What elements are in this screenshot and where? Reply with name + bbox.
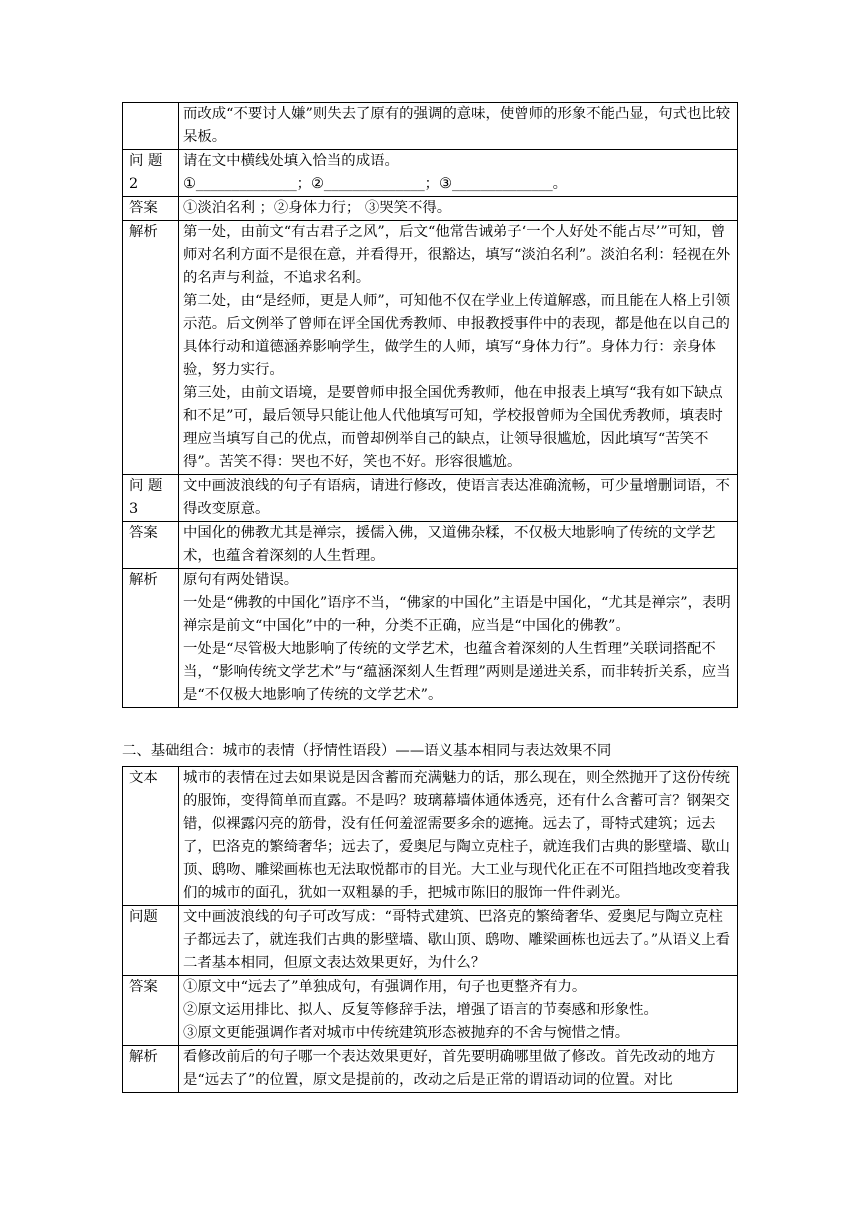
row-label: 答案	[123, 522, 179, 569]
content-paragraph: 一处是“尽管极大地影响了传统的文学艺术，也蕴含着深刻的人生哲理”关联词搭配不当，“影响传统文学艺术”与“蕴涵深刻人生哲理”两则是递进关系，而非转折关系，应当是“不仅极大地影响了传统的文学艺术”。	[183, 641, 731, 703]
content-paragraph: ③原文更能强调作者对城市中传统建筑形态被抛弃的不舍与惋惜之情。	[183, 1025, 630, 1041]
content-paragraph: 中国化的佛教尤其是禅宗，援儒入佛，又道佛杂糅，不仅极大地影响了传统的文学艺术，也蕴含着深刻的人生哲理。	[183, 525, 716, 564]
row-content	[179, 150, 738, 197]
table-row	[123, 1046, 738, 1093]
row-label: 解析	[123, 1046, 179, 1093]
table-row	[123, 569, 738, 708]
row-label: 文本	[123, 767, 179, 906]
content-paragraph: 第二处，由“是经师，更是人师”，可知他不仅在学业上传道解惑，而且能在人格上引领示范。后文例举了曾师在评全国优秀教师、申报教授事件中的表现，都是他在以自己的具体行动和道德涵养影响学生，做学生的人师，填写“身体力行”。身体力行：亲身体验，努力实行。	[183, 293, 731, 378]
row-label: 问 题 2	[123, 150, 179, 197]
row-content	[179, 522, 738, 569]
row-content	[179, 197, 738, 221]
table-row	[123, 906, 738, 976]
content-paragraph: ②原文运用排比、拟人、反复等修辞手法，增强了语言的节奏感和形象性。	[183, 1002, 658, 1018]
table-row	[123, 221, 738, 475]
content-paragraph: 第一处，由前文“有古君子之风”，后文“他常告诫弟子‘一个人好处不能占尽’”可知，曾师对名利方面不是很在意，并看得开，很豁达，填写“淡泊名利”。淡泊名利：轻视在外的名声与利益，不追求名利。	[183, 224, 731, 286]
content-paragraph: 一处是“佛教的中国化”语序不当，“佛家的中国化”主语是中国化，“尤其是禅宗”，表明禅宗是前文“中国化”中的一种，分类不正确，应当是“中国化的佛教”。	[183, 595, 731, 634]
row-label: 解析	[123, 569, 179, 708]
content-paragraph: 请在文中横线处填入恰当的成语。	[183, 153, 399, 169]
content-paragraph: 看修改前后的句子哪一个表达效果更好，首先要明确哪里做了修改。首先改动的地方是“远去了”的位置，原文是提前的，改动之后是正常的谓语动词的位置。对比	[183, 1049, 716, 1088]
table-row	[123, 976, 738, 1046]
row-content	[179, 976, 738, 1046]
answer-table-2-body	[123, 767, 738, 1093]
row-content	[179, 906, 738, 976]
row-label: 解析	[123, 221, 179, 475]
table-row	[123, 197, 738, 221]
content-paragraph: 而改成“不要讨人嫌”则失去了原有的强调的意味，使曾师的形象不能凸显，句式也比较呆板。	[183, 106, 731, 145]
row-content	[179, 475, 738, 522]
content-paragraph: ①淡泊名利 ；②身体力行； ③哭笑不得。	[183, 200, 452, 216]
row-content	[179, 1046, 738, 1093]
content-paragraph: 原句有两处错误。	[183, 572, 299, 588]
table-row	[123, 767, 738, 906]
table-row	[123, 475, 738, 522]
answer-table-1-body	[123, 103, 738, 708]
row-label: 问 题 3	[123, 475, 179, 522]
section-heading: 二、基础组合：城市的表情（抒情性语段）——语义基本相同与表达效果不同	[122, 743, 612, 759]
row-content	[179, 221, 738, 475]
row-content	[179, 767, 738, 906]
answer-table-1	[122, 102, 738, 708]
table-row	[123, 103, 738, 150]
row-label: 问题	[123, 906, 179, 976]
answer-table-2	[122, 766, 738, 1093]
content-paragraph: ①原文中“远去了”单独成句，有强调作用，句子也更整齐有力。	[183, 979, 587, 995]
table-row	[123, 150, 738, 197]
content-paragraph: 第三处，由前文语境，是要曾师申报全国优秀教师，他在申报表上填写“我有如下缺点和不足”可，最后领导只能让他人代他填写可知，学校报曾师为全国优秀教师，填表时理应当填写自己的优点，而曾却例举自己的缺点，让领导很尴尬，因此填写“苦笑不得”。苦笑不得：哭也不好，笑也不好。形容很尴尬。	[183, 385, 723, 470]
content-paragraph: 文中画波浪线的句子有语病，请进行修改，使语言表达准确流畅，可少量增删词语，不得改变原意。	[183, 478, 730, 517]
row-label: 答案	[123, 197, 179, 221]
row-content	[179, 103, 738, 150]
content-paragraph: ①______________；②______________；③______________。	[183, 176, 568, 192]
row-content	[179, 569, 738, 708]
content-paragraph: 城市的表情在过去如果说是因含蓄而充满魅力的话，那么现在，则全然抛开了这份传统的服饰，变得简单而直露。不是吗？玻璃幕墙体通体透亮，还有什么含蓄可言？钢架交错，似裸露闪亮的筋骨，没有任何羞涩需要多余的遮掩。远去了，哥特式建筑；远去了，巴洛克的繁绮奢华；远去了，爱奥尼与陶立克柱子，就连我们古典的影壁墙、歇山顶、鸱吻、雕梁画栋也无法取悦都市的目光。大工业与现代化正在不可阻挡地改变着我们的城市的面孔，犹如一双粗暴的手，把城市陈旧的服饰一件件剥光。	[183, 770, 730, 901]
row-label	[123, 103, 179, 150]
table-row	[123, 522, 738, 569]
row-label: 答案	[123, 976, 179, 1046]
content-paragraph: 文中画波浪线的句子可改写成：“哥特式建筑、巴洛克的繁绮奢华、爱奥尼与陶立克柱子都远去了，就连我们古典的影壁墙、歇山顶、鸱吻、雕梁画栋也远去了。”从语义上看二者基本相同，但原文表达效果更好，为什么？	[183, 909, 731, 971]
